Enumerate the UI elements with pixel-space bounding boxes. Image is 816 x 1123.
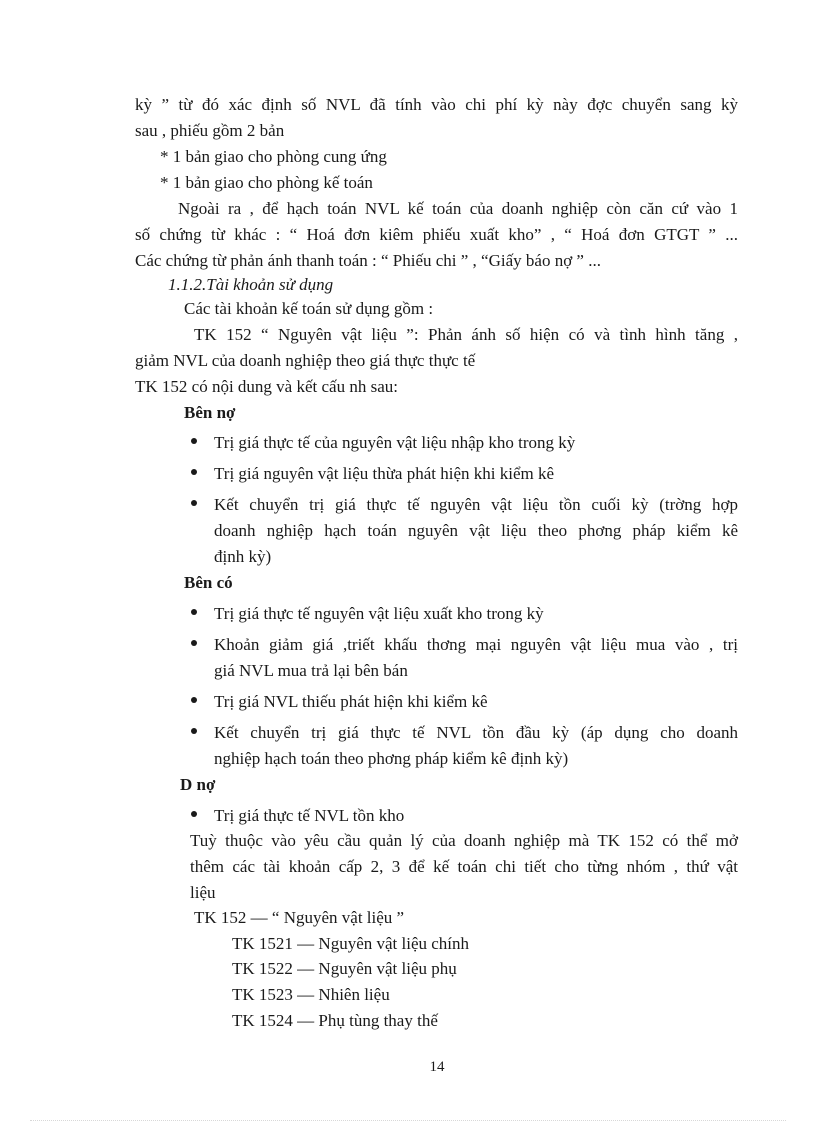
bullet-dot-icon <box>191 811 197 817</box>
tk-main: TK 152 — “ Nguyên vật liệu ” <box>194 908 405 927</box>
sub-account-1523: TK 1523 — Nhiên liệu <box>232 985 390 1004</box>
paragraph-line-1: Ngoài ra , để hạch toán NVL kế toán của doanh nghiệp còn căn cứ vào 1 <box>178 199 738 218</box>
balance-item: Trị giá thực tế NVL tồn kho <box>214 806 405 825</box>
sub-account-1521: TK 1521 — Nguyên vật liệu chính <box>232 934 470 953</box>
credit-item-4-line-2: nghiệp hạch toán theo phơng pháp kiểm kê định kỳ) <box>214 749 569 768</box>
sub-account-1522: TK 1522 — Nguyên vật liệu phụ <box>232 959 457 978</box>
page-number: 14 <box>429 1059 445 1075</box>
bullet-dot-icon <box>191 728 197 734</box>
note-line-3: liệu <box>190 883 216 902</box>
debit-item-2: Trị giá nguyên vật liệu thừa phát hiện khi kiểm kê <box>214 464 555 483</box>
footer-divider <box>30 1120 786 1121</box>
accounts-intro: Các tài khoản kế toán sử dụng gồm : <box>184 299 434 318</box>
debit-item-3-line-1: Kết chuyển trị giá thực tế nguyên vật liệu tồn cuối kỳ (trờng hợp <box>214 495 738 514</box>
credit-heading: Bên có <box>184 573 233 592</box>
intro-line-2: sau , phiếu gồm 2 bản <box>135 121 285 140</box>
tk152-line-1: TK 152 “ Nguyên vật liệu ”: Phản ánh số hiện có và tình hình tăng , <box>194 325 738 344</box>
credit-item-3: Trị giá NVL thiếu phát hiện khi kiểm kê <box>214 692 488 711</box>
bullet-dot-icon <box>191 697 197 703</box>
paragraph-line-3: Các chứng từ phản ánh thanh toán : “ Phiếu chi ” , “Giấy báo nợ ” ... <box>135 251 601 270</box>
credit-item-1: Trị giá thực tế nguyên vật liệu xuất kho trong kỳ <box>214 604 544 623</box>
note-line-1: Tuỳ thuộc vào yêu cầu quản lý của doanh nghiệp mà TK 152 có thể mở <box>190 831 738 850</box>
debit-item-3-line-2: doanh nghiệp hạch toán nguyên vật liệu theo phơng pháp kiểm kê <box>214 521 738 540</box>
intro-line-1: kỳ ” từ đó xác định số NVL đã tính vào chi phí kỳ này đợc chuyển sang kỳ <box>135 95 738 114</box>
credit-item-2-line-2: giá NVL mua trả lại bên bán <box>214 661 408 680</box>
copy-item-2: * 1 bản giao cho phòng kế toán <box>160 173 373 192</box>
credit-item-2-line-1: Khoản giảm giá ,triết khấu thơng mại nguyên vật liệu mua vào , trị <box>214 635 738 654</box>
bullet-dot-icon <box>191 469 197 475</box>
copy-item-1: * 1 bản giao cho phòng cung ứng <box>160 147 387 166</box>
paragraph-line-2: số chứng từ khác : “ Hoá đơn kiêm phiếu xuất kho” , “ Hoá đơn GTGT ” ... <box>135 225 738 244</box>
debit-heading: Bên nợ <box>184 403 236 422</box>
bullet-dot-icon <box>191 438 197 444</box>
debit-item-3-line-3: định kỳ) <box>214 547 272 566</box>
section-heading: 1.1.2.Tài khoản sử dụng <box>168 275 334 294</box>
bullet-dot-icon <box>191 640 197 646</box>
structure-line: TK 152 có nội dung và kết cấu nh sau: <box>135 377 398 396</box>
credit-item-4-line-1: Kết chuyển trị giá thực tế NVL tồn đầu kỳ (áp dụng cho doanh <box>214 723 738 742</box>
sub-account-1524: TK 1524 — Phụ tùng thay thế <box>232 1011 438 1030</box>
balance-heading: D nợ <box>180 775 216 794</box>
bullet-dot-icon <box>191 500 197 506</box>
debit-item-1: Trị giá thực tế của nguyên vật liệu nhập kho trong kỳ <box>214 433 576 452</box>
bullet-dot-icon <box>191 609 197 615</box>
tk152-line-2: giảm NVL của doanh nghiệp theo giá thực thực tế <box>135 351 476 370</box>
note-line-2: thêm các tài khoản cấp 2, 3 để kế toán chi tiết cho từng nhóm , thứ vật <box>190 857 738 876</box>
